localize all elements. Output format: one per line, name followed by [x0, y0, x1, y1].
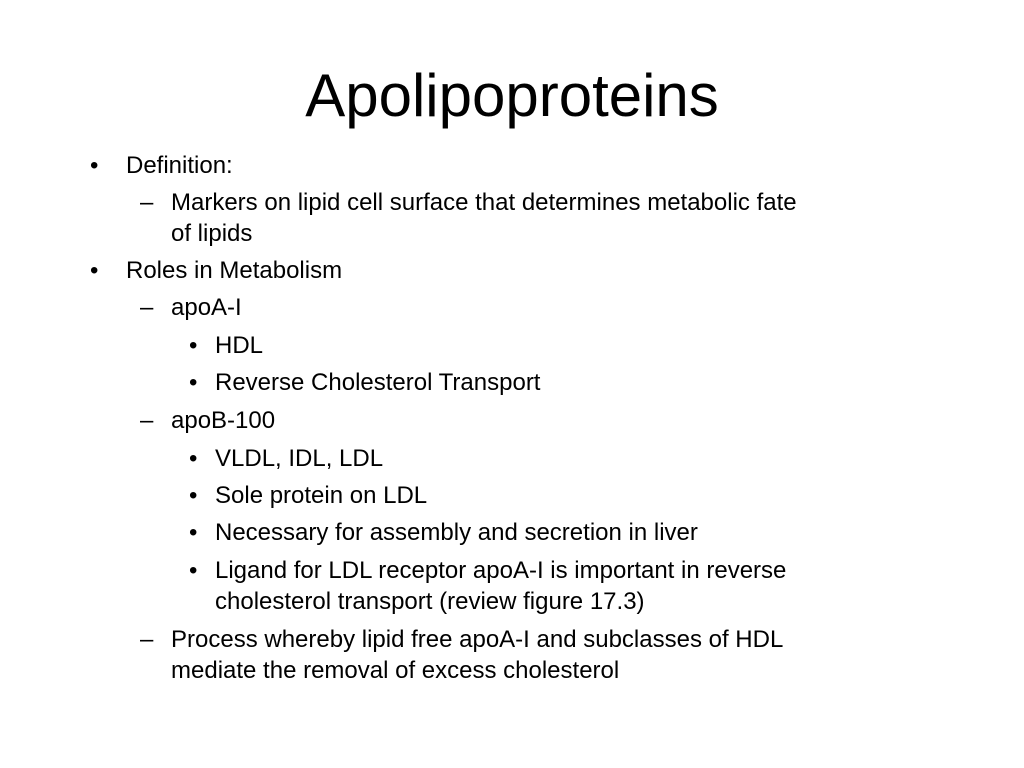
sub-sub-bullet-item: [0, 443, 1024, 474]
sub-sub-bullet-text: Necessary for assembly and secretion in liver: [215, 519, 698, 546]
sub-sub-bullet-text: VLDL, IDL, LDL: [215, 445, 384, 472]
sub-bullet-item: [0, 187, 1024, 249]
bullet-marker: •: [90, 257, 99, 284]
bullet-marker: •: [189, 445, 198, 472]
sub-sub-bullet-text: Sole protein on LDL: [215, 482, 428, 509]
sub-bullet-text: apoA-I: [171, 294, 242, 321]
sub-bullet-text-line-2: of lipids: [171, 220, 253, 247]
sub-sub-bullet-item: [0, 480, 1024, 511]
sub-sub-bullet-item: [0, 555, 1024, 617]
bullet-item: [0, 150, 1024, 181]
bullet-marker: •: [189, 332, 198, 359]
sub-sub-bullet-item: [0, 330, 1024, 361]
bullet-marker: •: [189, 519, 198, 546]
sub-sub-bullet-text: Reverse Cholesterol Transport: [215, 369, 541, 396]
sub-bullet-text-line-1: Process whereby lipid free apoA-I and subclasses of HDL: [171, 626, 784, 653]
dash-marker: –: [140, 294, 154, 321]
slide-title: Apolipoproteins: [305, 62, 719, 129]
sub-bullet-item: [0, 624, 1024, 686]
dash-marker: –: [140, 626, 154, 653]
dash-marker: –: [140, 407, 154, 434]
sub-sub-bullet-item: [0, 367, 1024, 398]
sub-sub-bullet-text-line-1: Ligand for LDL receptor apoA-I is important in reverse: [215, 557, 787, 584]
sub-bullet-text: apoB-100: [171, 407, 276, 434]
bullet-marker: •: [189, 482, 198, 509]
sub-bullet-text-line-2: mediate the removal of excess cholesterol: [171, 657, 620, 684]
sub-bullet-item: [0, 292, 1024, 323]
sub-sub-bullet-text: HDL: [215, 332, 264, 359]
bullet-text: Roles in Metabolism: [126, 257, 343, 284]
sub-bullet-text-line-1: Markers on lipid cell surface that determines metabolic fate: [171, 189, 797, 216]
sub-sub-bullet-item: [0, 517, 1024, 548]
bullet-marker: •: [90, 152, 99, 179]
bullet-marker: •: [189, 557, 198, 584]
bullet-item: [0, 255, 1024, 286]
sub-sub-bullet-text-line-2: cholesterol transport (review figure 17.3): [215, 588, 645, 615]
bullet-text: Definition:: [126, 152, 233, 179]
bullet-marker: •: [189, 369, 198, 396]
dash-marker: –: [140, 189, 154, 216]
sub-bullet-item: [0, 405, 1024, 436]
